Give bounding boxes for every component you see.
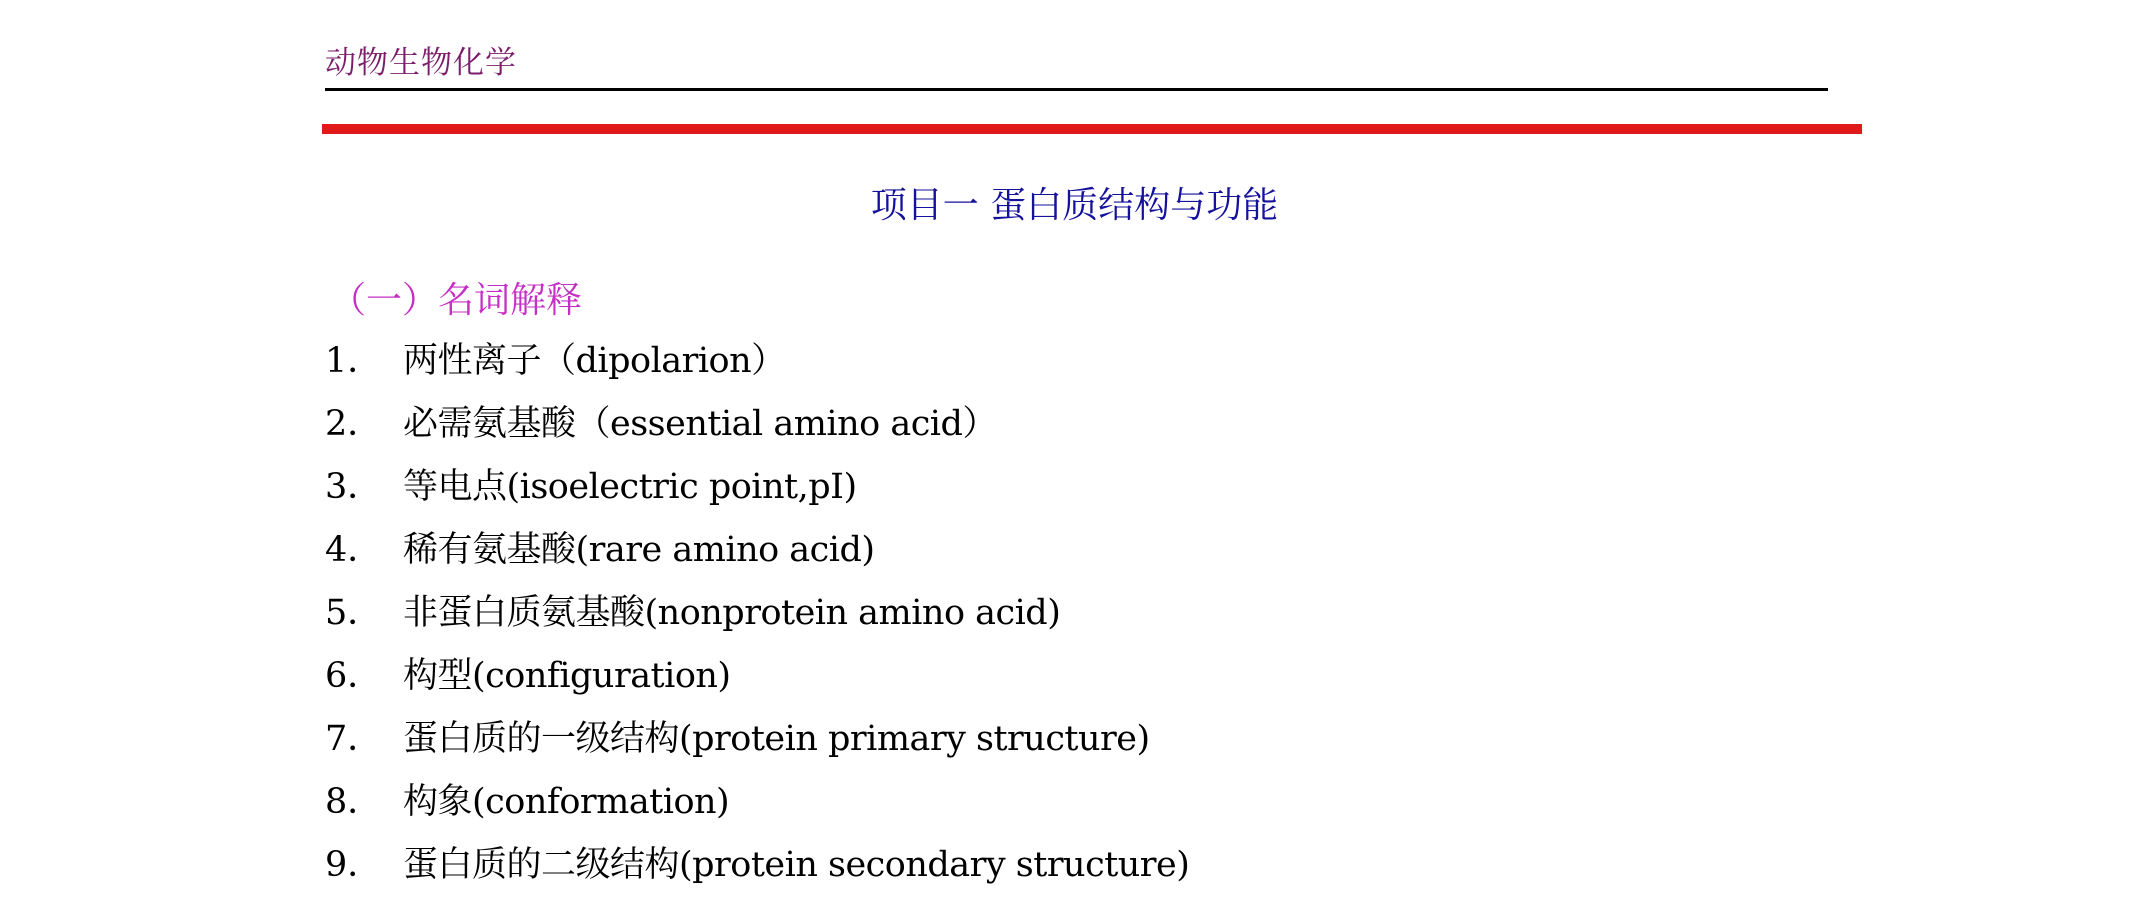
term-number: 1．	[325, 341, 383, 381]
term-number: 3．	[325, 467, 383, 507]
term-item	[325, 719, 1189, 782]
term-text: 构象(conformation)	[403, 782, 730, 822]
header-rule-black	[325, 88, 1828, 91]
document-title: 项目一 蛋白质结构与功能	[870, 185, 1279, 226]
term-text: 等电点(isoelectric point,pI)	[403, 467, 857, 507]
term-text: 蛋白质的二级结构(protein secondary structure)	[403, 845, 1190, 885]
term-number: 2．	[325, 404, 383, 444]
term-item	[325, 341, 1189, 404]
header-course-title: 动物生物化学	[325, 45, 517, 81]
term-text: 非蛋白质氨基酸(nonprotein amino acid)	[403, 593, 1061, 633]
term-number: 4．	[325, 530, 383, 570]
term-text: 蛋白质的一级结构(protein primary structure)	[403, 719, 1150, 759]
term-item	[325, 656, 1189, 719]
term-number: 8．	[325, 782, 383, 822]
term-item	[325, 782, 1189, 845]
term-item	[325, 845, 1189, 908]
section-heading: （一）名词解释	[330, 280, 583, 321]
term-number: 6．	[325, 656, 383, 696]
term-item	[325, 404, 1189, 467]
term-item	[325, 530, 1189, 593]
term-item	[325, 467, 1189, 530]
term-number: 5．	[325, 593, 383, 633]
term-list	[325, 341, 1189, 908]
term-number: 9．	[325, 845, 383, 885]
term-item	[325, 593, 1189, 656]
term-number: 7．	[325, 719, 383, 759]
header-rule-red	[322, 124, 1862, 134]
term-text: 稀有氨基酸(rare amino acid)	[403, 530, 875, 570]
term-text: 构型(configuration)	[403, 656, 731, 696]
term-text: 必需氨基酸（essential amino acid）	[403, 404, 997, 444]
term-text: 两性离子（dipolarion）	[403, 341, 786, 381]
